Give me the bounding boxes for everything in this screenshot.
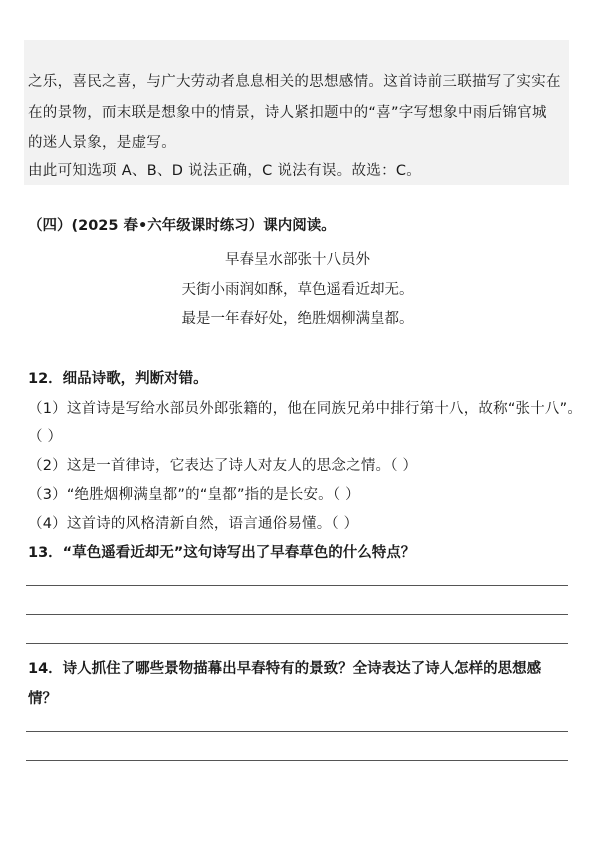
question-12-item-3[interactable]: （3）“绝胜烟柳满皇都”的“皇都”指的是长安。（ ） xyxy=(28,487,360,503)
answer-line-3: 的迷人景象，是虚写。 xyxy=(28,135,176,151)
answer-line[interactable] xyxy=(26,760,568,761)
question-12-item-1-answer[interactable]: （ ） xyxy=(28,429,63,445)
section-title: （四）(2025 春•六年级课时练习）课内阅读。 xyxy=(28,218,336,234)
question-12-item-4[interactable]: （4）这首诗的风格清新自然，语言通俗易懂。（ ） xyxy=(28,516,359,532)
question-14-title-line-1: 14．诗人抓住了哪些景物描幕出早春特有的景致？全诗表达了诗人怎样的思想感 xyxy=(28,661,542,677)
answer-line[interactable] xyxy=(26,614,568,615)
poem-line-1: 天街小雨润如酥，草色遥看近却无。 xyxy=(181,282,414,298)
answer-line[interactable] xyxy=(26,731,568,732)
question-12-item-2[interactable]: （2）这是一首律诗，它表达了诗人对友人的思念之情。（ ） xyxy=(28,458,418,474)
answer-line-1: 之乐，喜民之喜，与广大劳动者息息相关的思想感情。这首诗前三联描写了实实在 xyxy=(28,74,561,90)
question-12-title: 12．细品诗歌，判断对错。 xyxy=(28,371,208,387)
question-13-title: 13．“草色遥看近却无”这句诗写出了早春草色的什么特点？ xyxy=(28,545,416,561)
answer-line-4: 由此可知选项 A、B、D 说法正确，C 说法有误。故选：C。 xyxy=(28,163,422,179)
question-12-item-1: （1）这首诗是写给水部员外郎张籍的，他在同族兄弟中排行第十八，故称“张十八”。 xyxy=(28,401,583,417)
question-14-title-line-2: 情？ xyxy=(28,691,57,707)
answer-line[interactable] xyxy=(26,643,568,644)
poem-line-2: 最是一年春好处，绝胜烟柳满皇都。 xyxy=(181,311,414,327)
answer-line-2: 在的景物，而末联是想象中的情景，诗人紧扣题中的“喜”字写想象中雨后锦官城 xyxy=(28,105,547,121)
poem-title: 早春呈水部张十八员外 xyxy=(225,252,370,268)
answer-line[interactable] xyxy=(26,585,568,586)
